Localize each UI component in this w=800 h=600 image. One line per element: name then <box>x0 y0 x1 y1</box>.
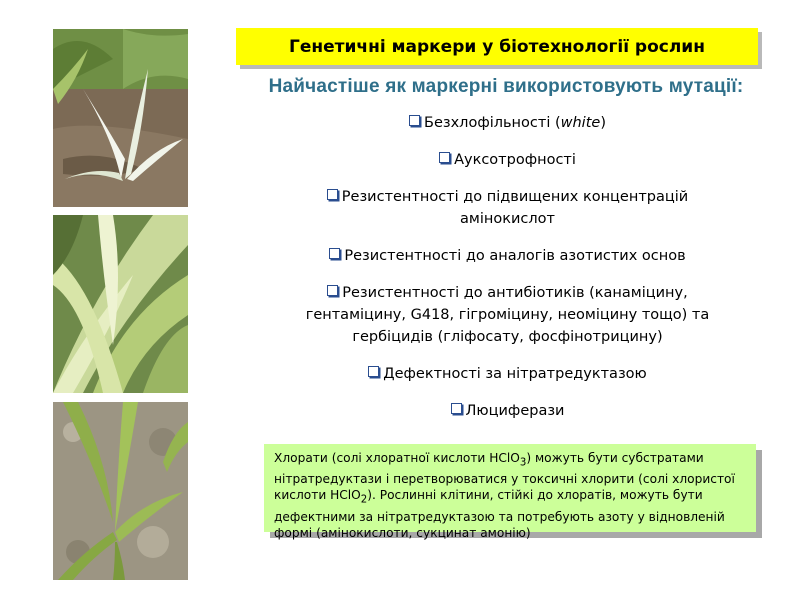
slide-title-text: Генетичні маркери у біотехнології рослин <box>289 36 705 57</box>
list-item <box>280 400 735 422</box>
list-item <box>280 112 735 134</box>
list-item <box>280 282 735 348</box>
checkbox-square-icon <box>327 189 338 200</box>
list-item-emphasis: white <box>560 115 601 131</box>
list-item <box>280 245 735 267</box>
list-item-text: Дефектності за нітратредуктазою <box>383 366 647 382</box>
list-item <box>280 149 735 171</box>
list-item <box>280 363 735 385</box>
checkbox-square-icon <box>409 115 420 126</box>
chlorate-note-box <box>264 444 756 540</box>
list-item-text: Резистентності до антибіотиків (канаміцину, гентаміцину, G418, гігроміцину, неоміцину тощо) та гербіцидів (гліфосату, фосфінотрицину) <box>305 285 710 345</box>
marker-mutations-list <box>280 112 735 422</box>
list-item-text: Ауксотрофності <box>454 152 576 168</box>
note-subscript-2: 2 <box>360 494 368 506</box>
checkbox-square-icon <box>439 152 450 163</box>
checkbox-square-icon <box>329 248 340 259</box>
checkbox-square-icon <box>327 285 338 296</box>
note-subscript-1: 3 <box>519 457 527 469</box>
chlorate-note-text <box>274 450 746 541</box>
list-item-text: Резистентності до підвищених концентрацій амінокислот <box>341 189 689 227</box>
note-part-2: ) можуть бути субстратами нітратредуктази і перетворюватися у токсичні хлорити (солі хлористої кислоти HClO <box>274 451 735 503</box>
albino-maize-photo <box>53 29 188 207</box>
list-item-text-end: ) <box>600 115 606 131</box>
slide-title <box>236 28 758 65</box>
note-part-1: Хлорати (солі хлоратної кислоти HClO <box>274 451 520 465</box>
striped-maize-photo <box>53 215 188 393</box>
checkbox-square-icon <box>368 366 379 377</box>
list-item-text: Безхлофільності ( <box>424 115 561 131</box>
mottled-maize-photo <box>53 402 188 580</box>
list-item <box>280 186 735 230</box>
list-item-text: Люциферази <box>465 403 565 419</box>
subtitle: Найчастіше як маркерні використовують мутації: <box>268 76 744 97</box>
note-part-3: ). Рослинні клітини, стійкі до хлоратів, можуть бути дефектними за нітратредуктазою та потребують азоту у відновленій формі (амінокислоти, сукцинат амонію) <box>274 488 725 540</box>
list-item-text: Резистентності до аналогів азотистих основ <box>344 248 686 264</box>
checkbox-square-icon <box>451 403 462 414</box>
